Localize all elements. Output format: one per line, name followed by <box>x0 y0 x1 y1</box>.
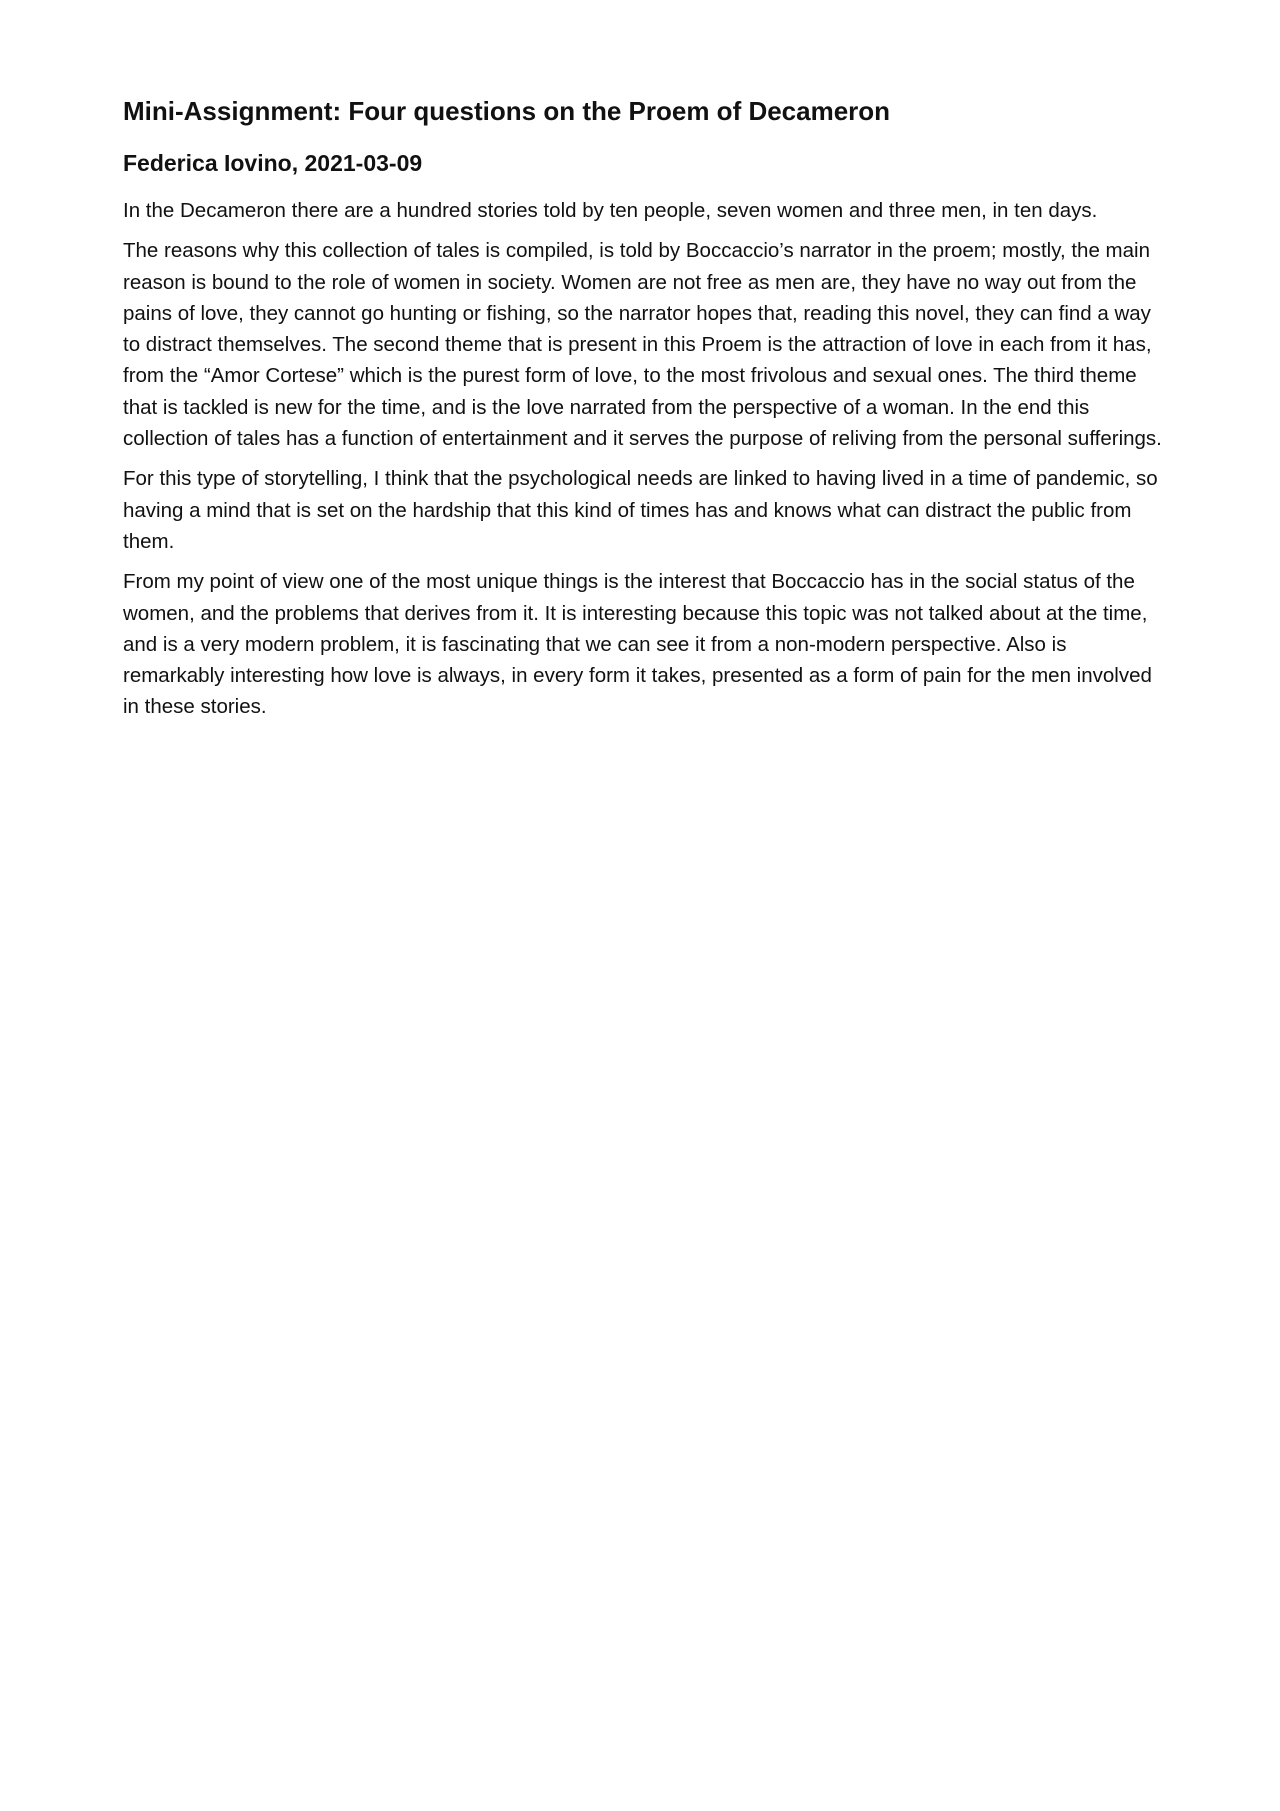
paragraph-psychological-needs: For this type of storytelling, I think that the psychological needs are linked to having lived in a time of pandemic, so having a mind that is set on the hardship that this kind of times has and knows what can distract the public from them. <box>123 467 1158 553</box>
paragraph-intro: In the Decameron there are a hundred stories told by ten people, seven women and three men, in ten days. <box>123 199 1098 222</box>
author-date-heading: Federica Iovino, 2021-03-09 <box>123 150 423 176</box>
paragraph-point-of-view: From my point of view one of the most unique things is the interest that Boccaccio has in the social status of the women, and the problems that derives from it. It is interesting because this topic was not talked about at the time, and is a very modern problem, it is fascinating that we can see it from a non-modern perspective. Also is remarkably interesting how love is always, in every form it takes, presented as a form of pain for the men involved in these stories. <box>123 570 1152 719</box>
paragraph-reasons: The reasons why this collection of tales is compiled, is told by Boccaccio’s narrator in the proem; mostly, the main reason is bound to the role of women in society. Women are not free as men are, they have no way out from the pains of love, they cannot go hunting or fishing, so the narrator hopes that, reading this novel, they can find a way to distract themselves. The second theme that is present in this Proem is the attraction of love in each from it has, from the “Amor Cortese” which is the purest form of love, to the most frivolous and sexual ones. The third theme that is tackled is new for the time, and is the love narrated from the perspective of a woman. In the end this collection of tales has a function of entertainment and it serves the purpose of reliving from the personal sufferings. <box>123 239 1162 451</box>
document-body <box>123 94 1173 723</box>
document-title: Mini-Assignment: Four questions on the Proem of Decameron <box>123 96 891 126</box>
